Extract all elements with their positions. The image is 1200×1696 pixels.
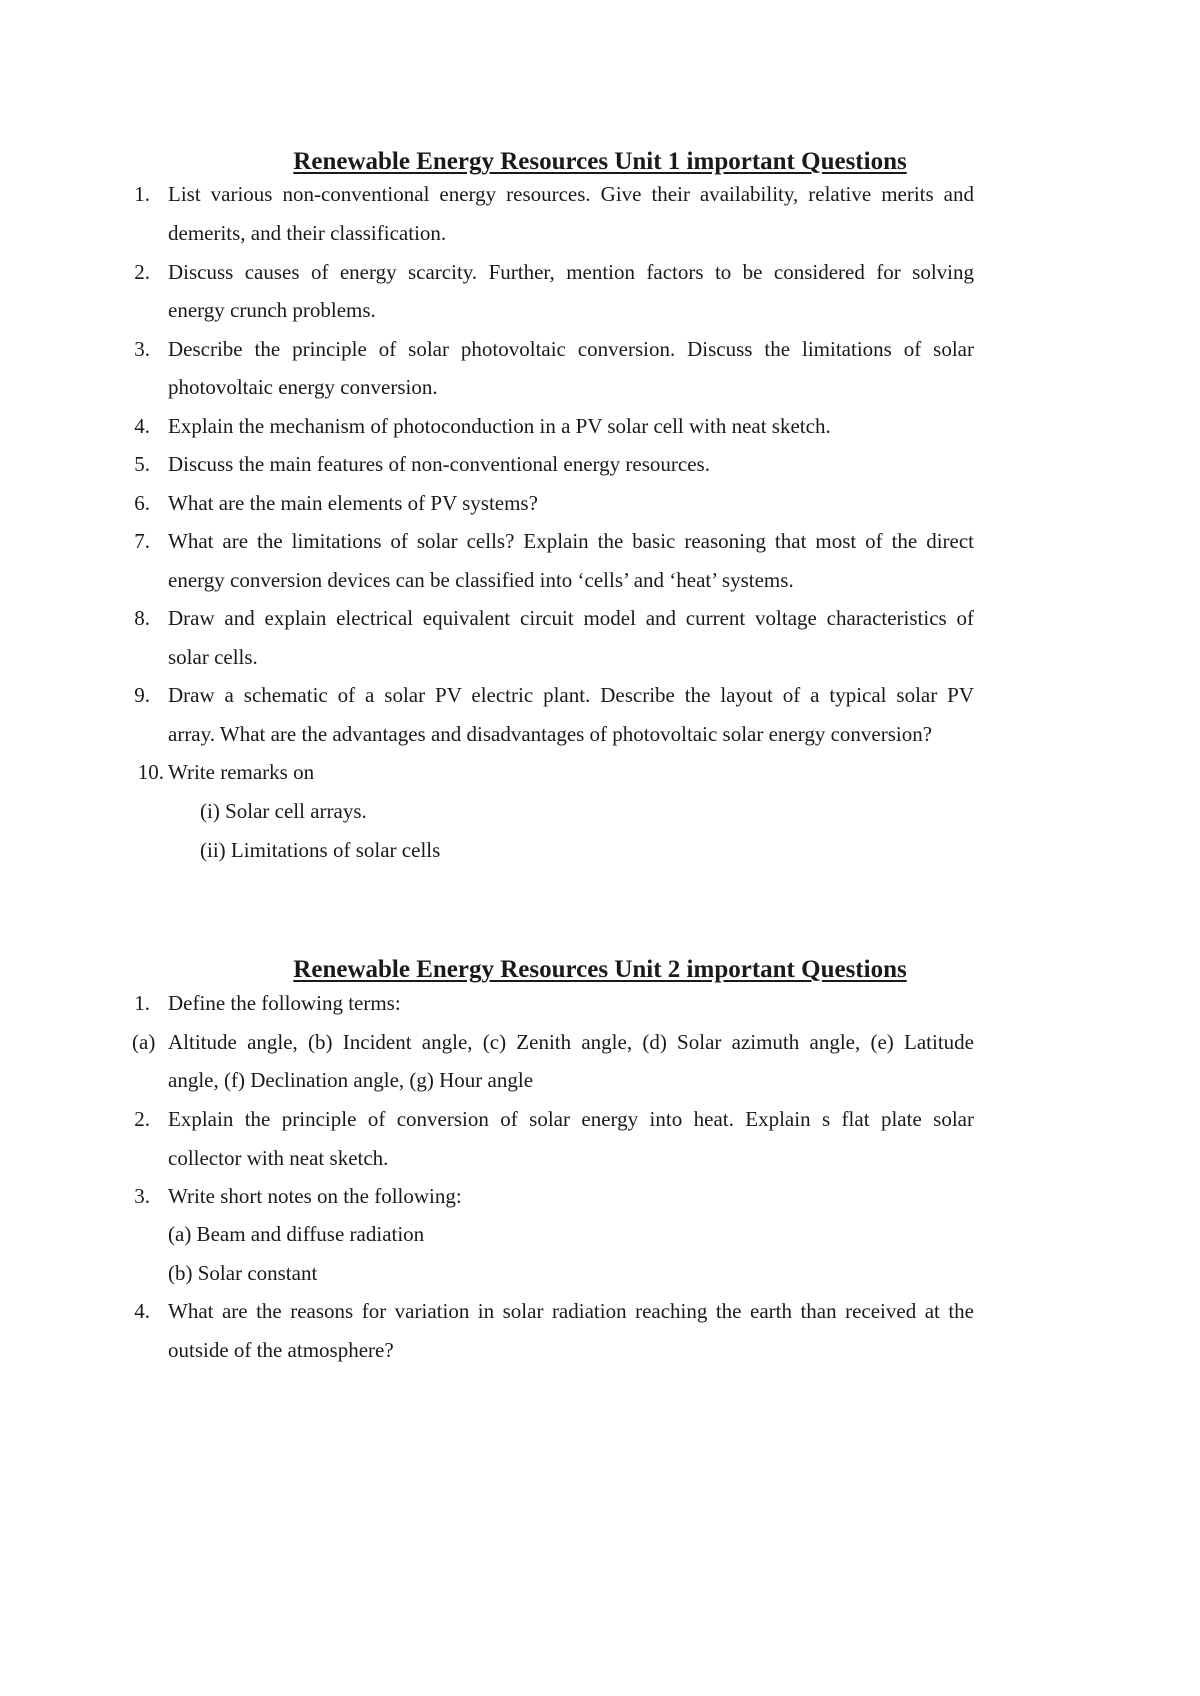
u2-q3-number: 3. xyxy=(134,1184,150,1208)
u1-q10-sub-i: (i) Solar cell arrays. xyxy=(200,799,367,823)
u2-q3-sub-a: (a) Beam and diffuse radiation xyxy=(168,1222,425,1246)
u1-q6-line1: What are the main elements of PV systems? xyxy=(168,491,538,515)
u1-q7-line1: What are the limitations of solar cells? Explain the basic reasoning that most of the direct xyxy=(168,529,974,553)
u1-q1-line2: demerits, and their classification. xyxy=(168,221,447,245)
u1-q9-line2: array. What are the advantages and disadvantages of photovoltaic solar energy conversion? xyxy=(168,722,933,746)
u1-q10-number: 10. xyxy=(137,760,164,784)
u2-q1-number: 1. xyxy=(134,991,150,1015)
u2-q4-line2: outside of the atmosphere? xyxy=(168,1338,394,1362)
u1-q4-line1: Explain the mechanism of photoconduction in a PV solar cell with neat sketch. xyxy=(168,414,831,438)
u2-q1-sub-line2: angle, (f) Declination angle, (g) Hour angle xyxy=(168,1068,534,1092)
u2-q2-number: 2. xyxy=(134,1107,150,1131)
u1-q8-line1: Draw and explain electrical equivalent circuit model and current voltage characteristics of xyxy=(168,606,974,630)
u2-q3-sub-b: (b) Solar constant xyxy=(168,1261,318,1285)
u1-q7-line2: energy conversion devices can be classified into ‘cells’ and ‘heat’ systems. xyxy=(168,568,794,592)
u2-q1-sub-line1: Altitude angle, (b) Incident angle, (c) Zenith angle, (d) Solar azimuth angle, (e) Latitude xyxy=(168,1030,974,1054)
u2-q3-line1: Write short notes on the following: xyxy=(168,1184,462,1208)
u2-q4-number: 4. xyxy=(134,1299,150,1323)
u1-q1-number: 1. xyxy=(134,182,150,206)
unit2-heading: Renewable Energy Resources Unit 2 important Questions xyxy=(293,956,907,983)
u1-q1-line1: List various non-conventional energy resources. Give their availability, relative merits and xyxy=(168,182,974,206)
u1-q9-line1: Draw a schematic of a solar PV electric plant. Describe the layout of a typical solar PV xyxy=(168,683,974,707)
u1-q8-number: 8. xyxy=(134,606,150,630)
u1-q9-number: 9. xyxy=(134,683,150,707)
u1-q10-line1: Write remarks on xyxy=(168,760,315,784)
u1-q3-number: 3. xyxy=(134,337,150,361)
u2-q1-sub-number: (a) xyxy=(132,1030,156,1054)
u1-q2-number: 2. xyxy=(134,260,150,284)
u2-q1-line1: Define the following terms: xyxy=(168,991,401,1015)
u1-q3-line1: Describe the principle of solar photovoltaic conversion. Discuss the limitations of solar xyxy=(168,337,974,361)
u1-q4-number: 4. xyxy=(134,414,150,438)
u1-q8-line2: solar cells. xyxy=(168,645,258,669)
u1-q2-line2: energy crunch problems. xyxy=(168,298,376,322)
u1-q3-line2: photovoltaic energy conversion. xyxy=(168,375,438,399)
u2-q2-line2: collector with neat sketch. xyxy=(168,1146,389,1170)
u1-q6-number: 6. xyxy=(134,491,150,515)
u1-q5-line1: Discuss the main features of non-conventional energy resources. xyxy=(168,452,710,476)
unit1-heading: Renewable Energy Resources Unit 1 important Questions xyxy=(293,148,907,175)
u1-q10-sub-ii: (ii) Limitations of solar cells xyxy=(200,838,441,862)
u1-q5-number: 5. xyxy=(134,452,150,476)
u1-q7-number: 7. xyxy=(134,529,150,553)
u2-q2-line1: Explain the principle of conversion of solar energy into heat. Explain s flat plate solar xyxy=(168,1107,974,1131)
u2-q4-line1: What are the reasons for variation in solar radiation reaching the earth than received at the xyxy=(168,1299,974,1323)
u1-q2-line1: Discuss causes of energy scarcity. Further, mention factors to be considered for solving xyxy=(168,260,974,284)
